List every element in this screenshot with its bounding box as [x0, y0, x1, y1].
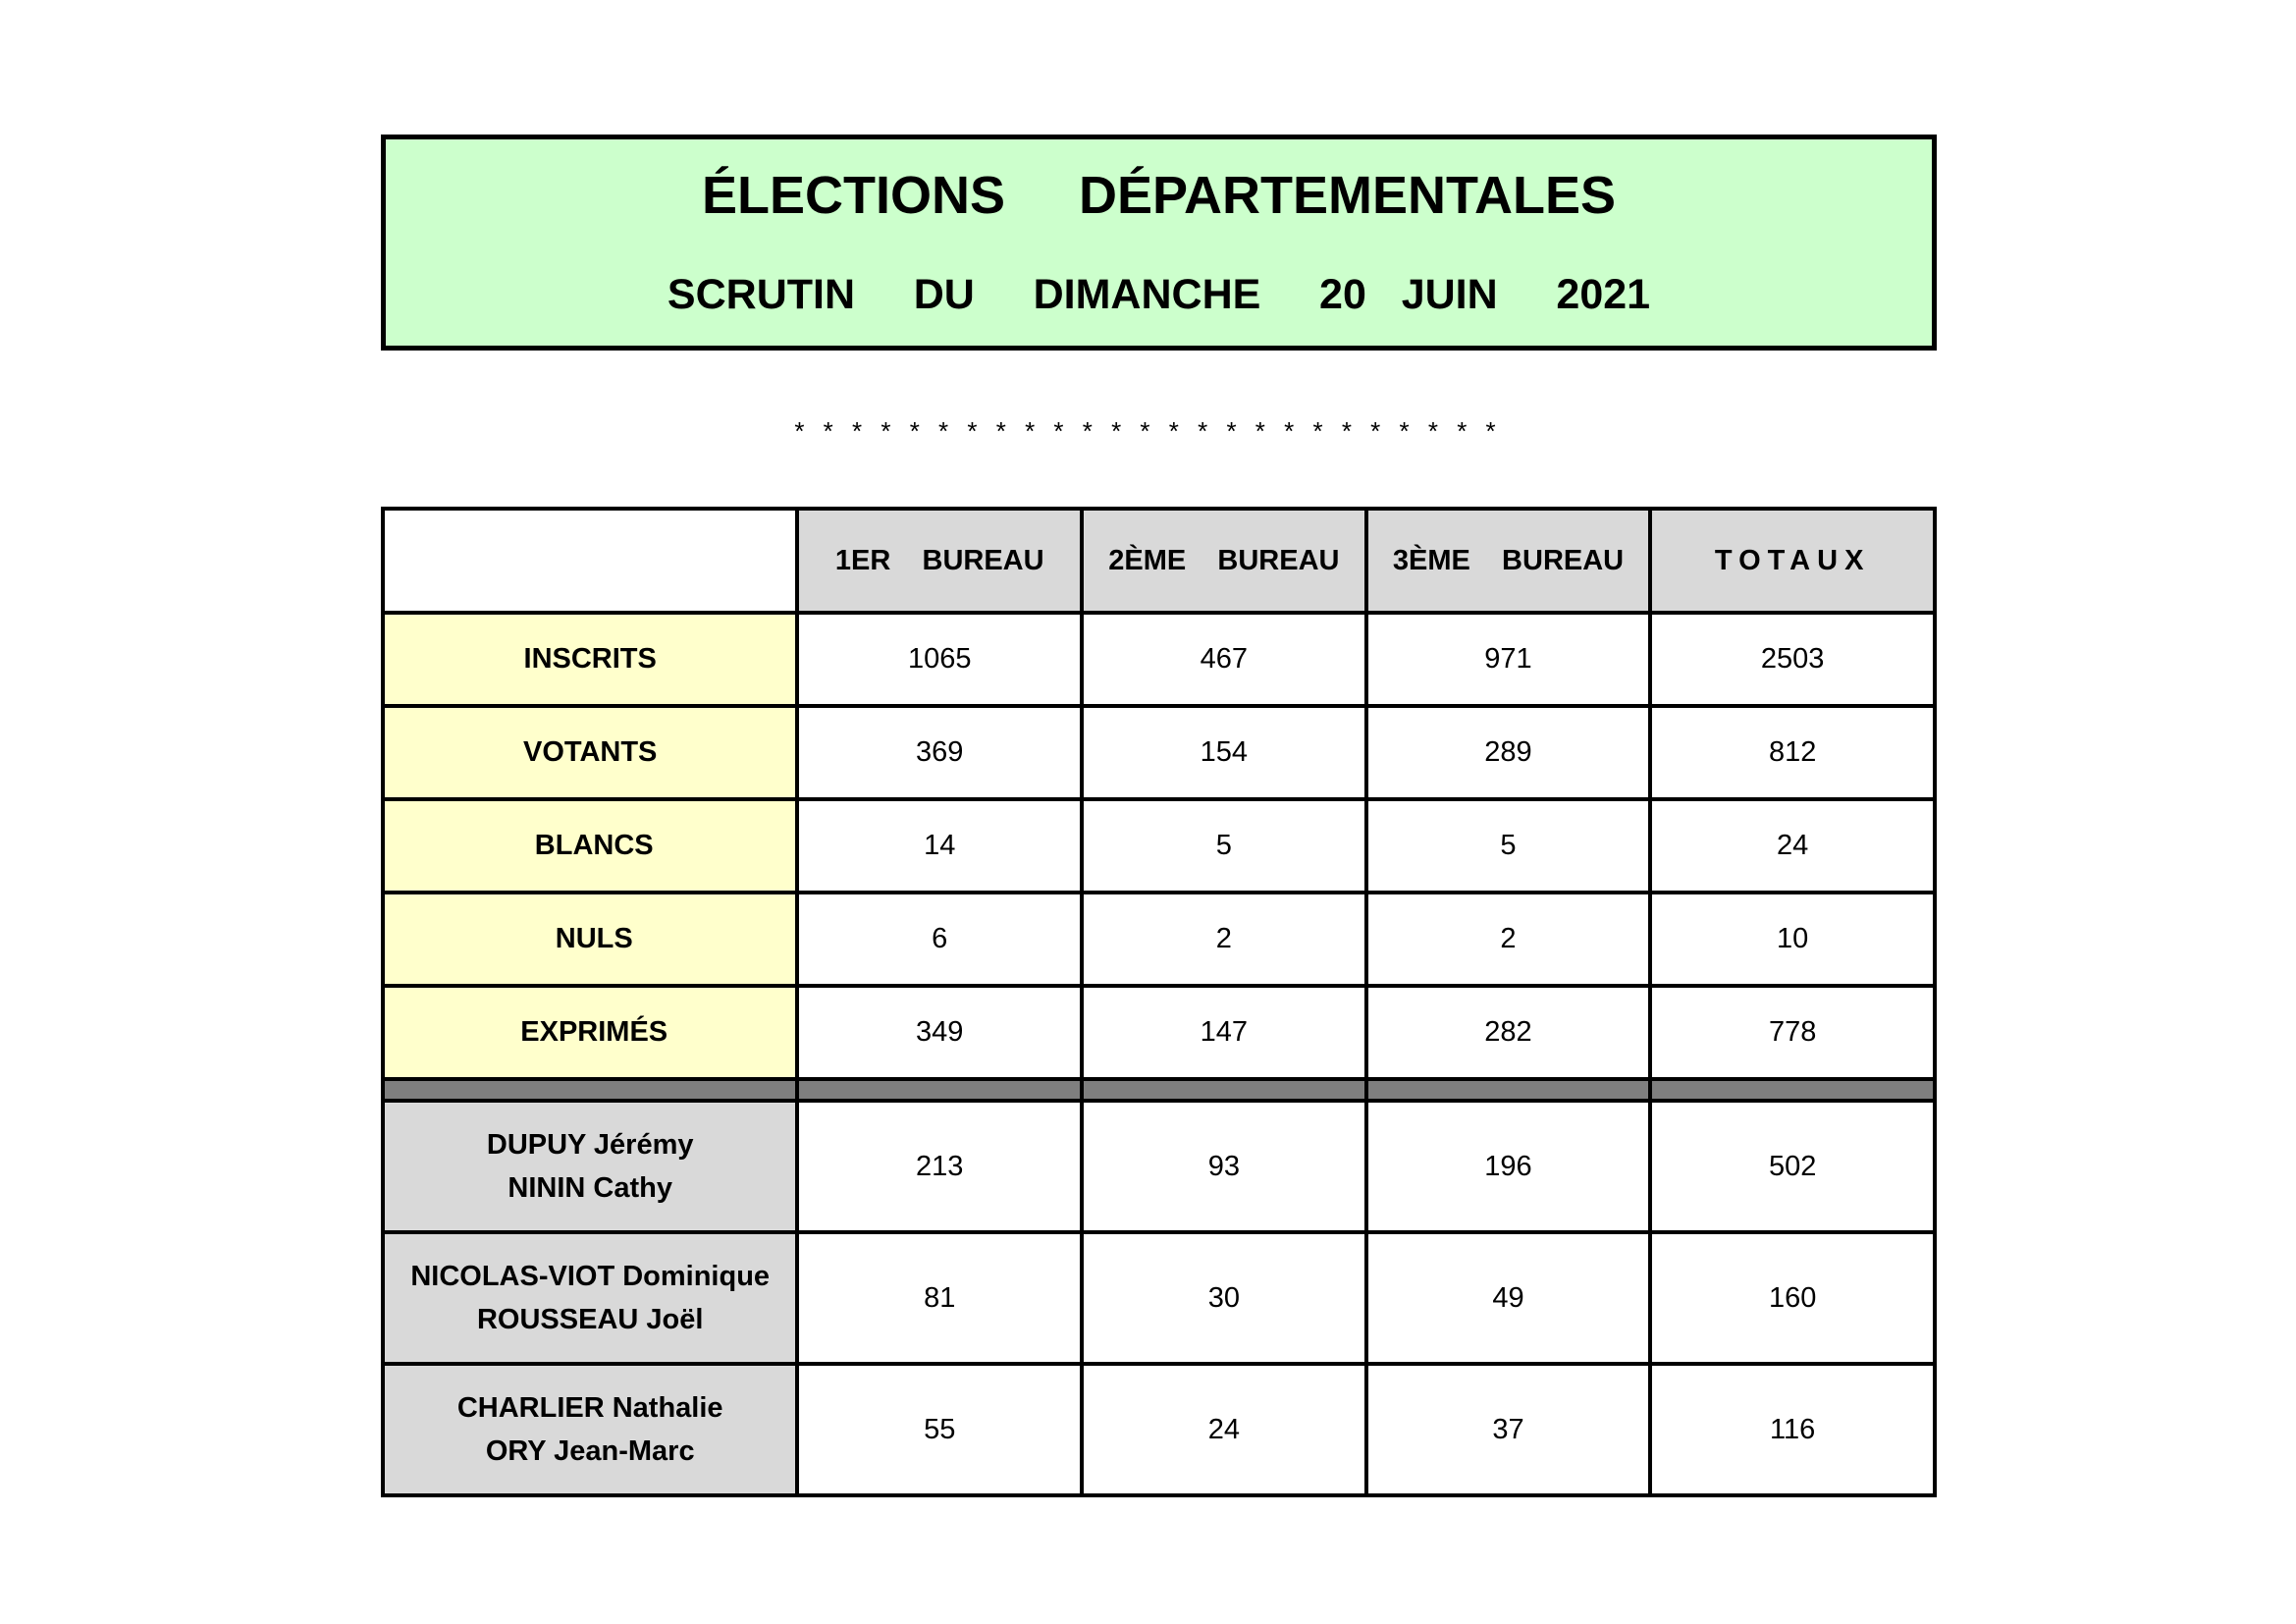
column-header-bureau-2: 2ÈME BUREAU [1082, 509, 1366, 613]
separator-cell [1366, 1079, 1651, 1101]
table-cell: 5 [1366, 799, 1651, 893]
candidate-name: CHARLIER Nathalie [456, 1392, 723, 1424]
column-header-bureau-3: 3ÈME BUREAU [1366, 509, 1651, 613]
table-cell: 971 [1366, 613, 1651, 706]
table-cell-total: 812 [1650, 706, 1935, 799]
table-cell: 37 [1366, 1364, 1651, 1495]
candidate-pair-label [383, 1232, 797, 1364]
table-cell: 213 [797, 1101, 1082, 1232]
table-cell-total: 502 [1650, 1101, 1935, 1232]
table-cell-total: 160 [1650, 1232, 1935, 1364]
table-cell: 81 [797, 1232, 1082, 1364]
table-row-votants [383, 706, 1935, 799]
table-cell: 24 [1082, 1364, 1366, 1495]
table-cell: 289 [1366, 706, 1651, 799]
header-row [383, 509, 1935, 613]
table-cell: 55 [797, 1364, 1082, 1495]
table-cell-total: 10 [1650, 893, 1935, 986]
row-label: VOTANTS [383, 706, 797, 799]
candidate-name: ROUSSEAU Joël [476, 1304, 704, 1335]
separator-row [383, 1079, 1935, 1101]
table-cell: 282 [1366, 986, 1651, 1079]
table-row-candidate-3 [383, 1364, 1935, 1495]
column-header-totaux: TOTAUX [1650, 509, 1935, 613]
table-cell: 1065 [797, 613, 1082, 706]
candidate-name: NICOLAS-VIOT Dominique [410, 1261, 771, 1292]
table-row-nuls [383, 893, 1935, 986]
table-cell: 5 [1082, 799, 1366, 893]
table-cell: 349 [797, 986, 1082, 1079]
row-label: INSCRITS [383, 613, 797, 706]
candidate-name: ORY Jean-Marc [485, 1435, 695, 1467]
column-header-bureau-1: 1ER BUREAU [797, 509, 1082, 613]
header-corner-cell [383, 509, 797, 613]
title-box [381, 135, 1937, 351]
table-cell: 2 [1366, 893, 1651, 986]
table-row-inscrits [383, 613, 1935, 706]
table-cell: 49 [1366, 1232, 1651, 1364]
table-cell: 93 [1082, 1101, 1366, 1232]
table-cell-total: 778 [1650, 986, 1935, 1079]
separator-cell [1650, 1079, 1935, 1101]
candidate-name: NININ Cathy [507, 1172, 672, 1204]
table-cell-total: 116 [1650, 1364, 1935, 1495]
document-title: ÉLECTIONS DÉPARTEMENTALES [701, 166, 1617, 225]
table-row-blancs [383, 799, 1935, 893]
candidate-name: DUPUY Jérémy [486, 1129, 694, 1161]
table-row-candidate-2 [383, 1232, 1935, 1364]
table-cell: 467 [1082, 613, 1366, 706]
candidate-pair-label [383, 1364, 797, 1495]
table-cell: 2 [1082, 893, 1366, 986]
star-separator: * * * * * * * * * * * * * * * * * * * * * * * * * [794, 416, 1502, 446]
table-row-candidate-1 [383, 1101, 1935, 1232]
table-row-exprimes [383, 986, 1935, 1079]
table-cell: 147 [1082, 986, 1366, 1079]
separator-cell [1082, 1079, 1366, 1101]
table-cell: 6 [797, 893, 1082, 986]
separator-cell [383, 1079, 797, 1101]
candidate-pair-label [383, 1101, 797, 1232]
document-subtitle: SCRUTIN DU DIMANCHE 20 JUIN 2021 [667, 271, 1651, 318]
row-label: BLANCS [383, 799, 797, 893]
table-cell: 154 [1082, 706, 1366, 799]
table-cell: 30 [1082, 1232, 1366, 1364]
separator-cell [797, 1079, 1082, 1101]
results-table [381, 507, 1937, 1497]
table-cell-total: 2503 [1650, 613, 1935, 706]
row-label: NULS [383, 893, 797, 986]
table-cell: 14 [797, 799, 1082, 893]
row-label: EXPRIMÉS [383, 986, 797, 1079]
table-cell: 196 [1366, 1101, 1651, 1232]
table-cell-total: 24 [1650, 799, 1935, 893]
table-cell: 369 [797, 706, 1082, 799]
